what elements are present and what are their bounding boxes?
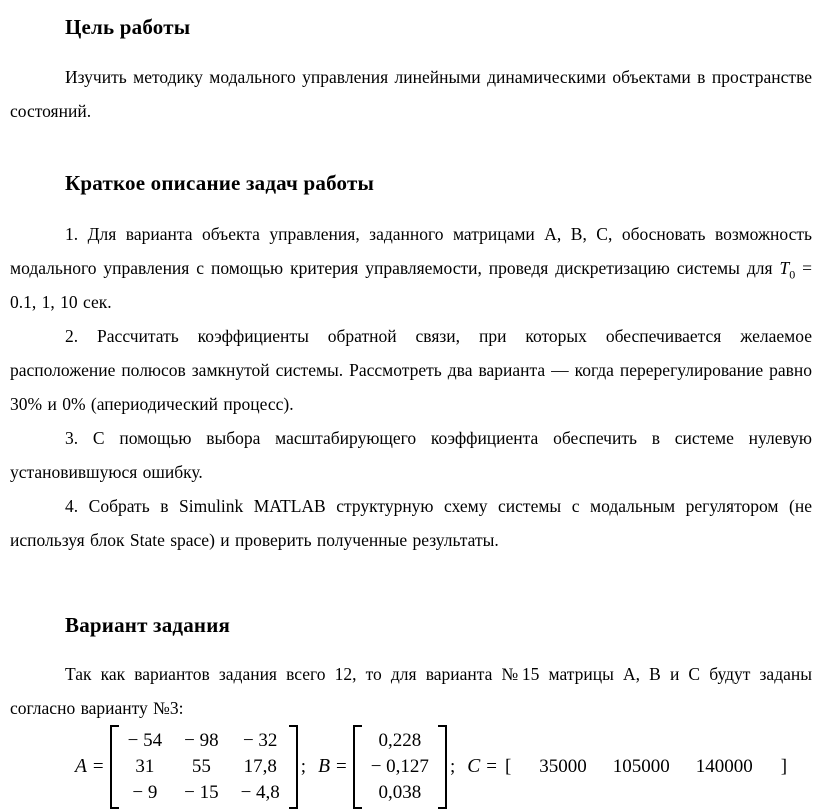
matrix-bracket-right: ] <box>780 756 788 777</box>
matrix-b-label: B <box>318 756 330 777</box>
matrix-cell: − 4,8 <box>240 782 280 803</box>
matrix-a-grid <box>124 725 284 809</box>
matrix-cell: 0,038 <box>378 782 422 803</box>
paragraph-task-3: 3. С помощью выбора масштабирующего коэффициента обеспечить в системе нулевую установившуюся ошибку. <box>10 428 812 482</box>
math-var-t: T <box>779 258 790 278</box>
separator-semicolon: ; <box>449 756 456 777</box>
matrix-cell: 31 <box>135 756 155 777</box>
matrix-cell: 35000 <box>539 756 587 777</box>
matrix-cell: 55 <box>191 756 211 777</box>
section-heading-tasks: Краткое описание задач работы <box>65 171 375 195</box>
matrix-cell: − 15 <box>184 782 219 803</box>
matrix-c <box>503 756 789 778</box>
matrix-cell: 140000 <box>695 756 753 777</box>
matrix-cell: 105000 <box>612 756 670 777</box>
matrix-b-grid <box>367 725 433 809</box>
matrix-cell: − 54 <box>127 730 163 751</box>
matrix-a-label: A <box>75 756 87 777</box>
matrix-cell: − 32 <box>242 730 278 751</box>
separator-semicolon: ; <box>300 756 307 777</box>
matrix-cell: − 0,127 <box>370 756 429 777</box>
matrix-cell: − 9 <box>132 782 158 803</box>
task-1-text-before: 1. Для варианта объекта управления, заданного матрицами А, В, С, обосновать возможность модального управления с помощью критерия управляемости, проведя дискретизацию системы для <box>10 224 812 278</box>
matrix-a <box>110 725 298 809</box>
matrix-bracket-left <box>110 725 119 809</box>
paragraph-goal: Изучить методику модального управления линейными динамическими объектами в пространстве состояний. <box>10 67 812 121</box>
task-1-text-after: = 0.1, 1, 10 сек. <box>10 258 812 312</box>
equals-sign: = <box>92 756 104 777</box>
equals-sign: = <box>486 756 497 777</box>
matrix-equation <box>10 725 812 809</box>
paragraph-task-2: 2. Рассчитать коэффициенты обратной связи, при которых обеспечивается желаемое расположение полюсов замкнутой системы. Рассмотреть два варианта — когда перерегулирование равно 30% и 0% (апериодический процесс). <box>10 326 812 414</box>
matrix-cell: 17,8 <box>243 756 277 777</box>
matrix-b <box>353 725 447 809</box>
matrix-bracket-right <box>289 725 298 809</box>
matrix-bracket-left: [ <box>504 756 512 777</box>
paragraph-variant: Так как вариантов задания всего 12, то для варианта №15 матрицы А, В и С будут заданы согласно варианту №3: <box>10 664 812 718</box>
section-heading-variant: Вариант задания <box>65 613 231 637</box>
matrix-bracket-left <box>353 725 362 809</box>
matrix-bracket-right <box>438 725 447 809</box>
equals-sign: = <box>336 756 347 777</box>
matrix-cell: − 98 <box>184 730 219 751</box>
math-subscript-zero: 0 <box>789 267 796 282</box>
paragraph-task-4: 4. Собрать в Simulink MATLAB структурную схему системы с модальным регулятором (не используя блок State space) и проверить полученные результаты. <box>10 496 812 550</box>
matrix-cell: 0,228 <box>378 730 422 751</box>
paragraph-task-1 <box>10 217 812 319</box>
matrix-c-label: C <box>467 756 481 777</box>
section-heading-goal: Цель работы <box>65 15 191 39</box>
